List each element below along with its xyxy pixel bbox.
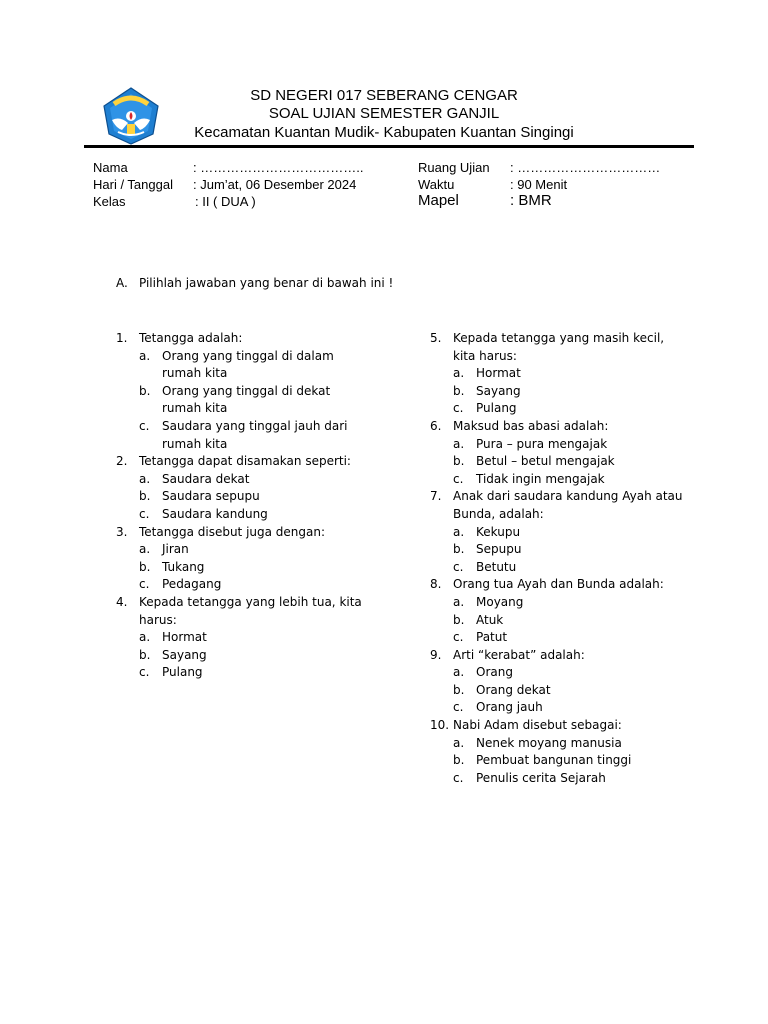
option-text: Tidak ingin mengajak xyxy=(476,471,605,486)
ruang-label: Ruang Ujian xyxy=(418,160,490,175)
option-text: Patut xyxy=(476,630,508,645)
mapel-label: Mapel xyxy=(418,192,459,209)
option-letter: c. xyxy=(139,506,150,521)
waktu-value: : 90 Menit xyxy=(510,177,568,192)
question-text: Kepada tetangga yang masih kecil, xyxy=(453,331,665,345)
answer-option-line xyxy=(430,524,690,542)
tanggal-value: : Jum’at, 06 Desember 2024 xyxy=(193,177,357,192)
question-number: 5. xyxy=(430,331,442,345)
answer-option-line xyxy=(116,471,376,489)
option-letter: c. xyxy=(453,559,464,574)
option-text: Moyang xyxy=(476,594,524,609)
question-number: 4. xyxy=(116,594,128,609)
option-text: Kekupu xyxy=(476,524,521,539)
option-text: Sayang xyxy=(476,383,521,398)
option-letter: c. xyxy=(139,665,150,680)
answer-option-line xyxy=(430,664,690,682)
option-text: Saudara kandung xyxy=(162,506,268,521)
waktu-label: Waktu xyxy=(418,177,455,192)
option-text: Pulang xyxy=(162,665,203,680)
answer-option-line xyxy=(116,488,376,506)
option-text: Nenek moyang manusia xyxy=(476,735,622,750)
answer-option-line xyxy=(430,436,690,454)
option-text: Orang xyxy=(476,665,513,680)
option-text: Pembuat bangunan tinggi xyxy=(476,753,632,768)
option-text: Saudara yang tinggal jauh dari xyxy=(162,418,348,433)
option-text: Sepupu xyxy=(476,542,522,557)
option-letter: b. xyxy=(453,542,465,557)
question-text: Nabi Adam disebut sebagai: xyxy=(453,718,622,733)
question-text-line xyxy=(430,488,690,506)
option-text: Betul – betul mengajak xyxy=(476,454,615,469)
option-text: Tukang xyxy=(162,559,205,574)
option-letter: c. xyxy=(453,630,464,645)
question-text-line xyxy=(116,612,376,630)
option-letter: a. xyxy=(453,524,465,539)
option-text: rumah kita xyxy=(162,401,228,416)
answer-option-line xyxy=(430,471,690,489)
option-letter: a. xyxy=(453,665,465,680)
question-text: Kepada tetangga yang lebih tua, kita xyxy=(139,594,362,609)
answer-option-line xyxy=(430,752,690,770)
question-text: Orang tua Ayah dan Bunda adalah: xyxy=(453,577,664,592)
question-text: Tetangga adalah: xyxy=(139,331,243,345)
section-instruction xyxy=(116,276,393,290)
header-divider xyxy=(84,145,694,148)
answer-option-line xyxy=(430,612,690,630)
option-text: Saudara dekat xyxy=(162,471,250,486)
option-text: Pura – pura mengajak xyxy=(476,436,608,451)
question-text-line xyxy=(430,647,690,665)
question-item xyxy=(116,330,376,453)
question-number: 9. xyxy=(430,647,442,662)
question-number: 8. xyxy=(430,577,442,592)
answer-option-line xyxy=(430,559,690,577)
question-number: 10. xyxy=(430,718,450,733)
question-item xyxy=(430,418,690,488)
instruction-text: Pilihlah jawaban yang benar di bawah ini ! xyxy=(139,276,394,290)
option-letter: b. xyxy=(453,612,465,627)
question-item xyxy=(430,330,690,418)
answer-option-line xyxy=(116,418,376,436)
question-text-line xyxy=(430,506,690,524)
option-text: Penulis cerita Sejarah xyxy=(476,770,606,785)
option-text: Jiran xyxy=(162,542,189,557)
option-text: Betutu xyxy=(476,559,517,574)
option-letter: c. xyxy=(139,418,150,433)
question-text: Tetangga disebut juga dengan: xyxy=(139,524,326,539)
option-letter: a. xyxy=(139,471,151,486)
answer-option-line xyxy=(430,699,690,717)
question-text: Arti “kerabat” adalah: xyxy=(453,647,585,662)
answer-option-line xyxy=(430,682,690,700)
answer-option-line xyxy=(116,436,376,454)
option-letter: c. xyxy=(453,700,464,715)
option-letter: b. xyxy=(139,383,151,398)
option-text: Pulang xyxy=(476,401,517,416)
question-text-line xyxy=(430,576,690,594)
school-name: SD NEGERI 017 SEBERANG CENGAR xyxy=(250,87,518,104)
tanggal-label: Hari / Tanggal xyxy=(93,177,173,192)
option-letter: a. xyxy=(453,366,465,381)
answer-option-line xyxy=(116,348,376,366)
option-letter: a. xyxy=(139,630,151,645)
answer-option-line xyxy=(116,629,376,647)
question-text-line xyxy=(116,594,376,612)
option-letter: a. xyxy=(139,348,151,363)
answer-option-line xyxy=(116,400,376,418)
option-text: rumah kita xyxy=(162,436,228,451)
answer-option-line xyxy=(430,365,690,383)
option-text: Orang dekat xyxy=(476,682,551,697)
answer-option-line xyxy=(116,541,376,559)
option-letter: b. xyxy=(139,647,151,662)
option-text: rumah kita xyxy=(162,366,228,381)
answer-option-line xyxy=(430,770,690,788)
option-text: Saudara sepupu xyxy=(162,489,260,504)
question-number: 6. xyxy=(430,418,442,433)
option-letter: a. xyxy=(453,735,465,750)
answer-option-line xyxy=(116,647,376,665)
answer-option-line xyxy=(430,629,690,647)
option-letter: b. xyxy=(453,454,465,469)
answer-option-line xyxy=(116,559,376,577)
answer-option-line xyxy=(116,506,376,524)
mapel-value: : BMR xyxy=(510,192,552,209)
section-letter: A. xyxy=(116,276,128,290)
answer-option-line xyxy=(116,365,376,383)
option-letter: a. xyxy=(453,594,465,609)
option-text: Orang yang tinggal di dekat xyxy=(162,383,331,398)
question-item xyxy=(116,453,376,523)
question-text: Tetangga dapat disamakan seperti: xyxy=(139,454,351,469)
question-item xyxy=(430,647,690,717)
kelas-label: Kelas xyxy=(93,194,126,209)
option-text: Orang jauh xyxy=(476,700,543,715)
question-text-line xyxy=(430,418,690,436)
question-text-line xyxy=(116,330,376,348)
answer-option-line xyxy=(116,576,376,594)
option-letter: c. xyxy=(453,770,464,785)
answer-option-line xyxy=(430,383,690,401)
question-number: 1. xyxy=(116,331,128,345)
option-text: Hormat xyxy=(476,366,521,381)
question-text-line xyxy=(116,524,376,542)
question-column-right xyxy=(430,330,690,787)
option-letter: c. xyxy=(453,471,464,486)
option-text: Orang yang tinggal di dalam xyxy=(162,348,334,363)
option-text: Hormat xyxy=(162,630,207,645)
question-column-left xyxy=(116,330,376,682)
option-text: Atuk xyxy=(476,612,504,627)
question-item xyxy=(430,717,690,787)
option-text: Sayang xyxy=(162,647,207,662)
question-text-line xyxy=(430,330,690,348)
option-letter: a. xyxy=(453,436,465,451)
answer-option-line xyxy=(430,735,690,753)
option-letter: b. xyxy=(453,383,465,398)
question-number: 7. xyxy=(430,489,442,504)
answer-option-line xyxy=(430,400,690,418)
nama-value: : ……………………………….. xyxy=(193,160,364,175)
option-letter: b. xyxy=(453,753,465,768)
question-item xyxy=(430,576,690,646)
exam-title: SOAL UJIAN SEMESTER GANJIL xyxy=(268,105,500,122)
question-number: 2. xyxy=(116,454,128,469)
question-text: Anak dari saudara kandung Ayah atau xyxy=(453,489,683,504)
option-letter: b. xyxy=(139,559,151,574)
ruang-value: : …………………………… xyxy=(510,160,661,175)
question-text-line xyxy=(430,348,690,366)
question-text: Maksud bas abasi adalah: xyxy=(453,418,609,433)
option-letter: a. xyxy=(139,542,151,557)
option-letter: b. xyxy=(139,489,151,504)
question-text: Bunda, adalah: xyxy=(453,506,544,521)
answer-option-line xyxy=(430,453,690,471)
kelas-value: : II ( DUA ) xyxy=(195,194,256,209)
answer-option-line xyxy=(430,541,690,559)
option-text: Pedagang xyxy=(162,577,222,592)
question-item xyxy=(116,594,376,682)
region-line: Kecamatan Kuantan Mudik- Kabupaten Kuantan Singingi xyxy=(194,124,574,141)
option-letter: c. xyxy=(139,577,150,592)
option-letter: c. xyxy=(453,401,464,416)
question-item xyxy=(430,488,690,576)
question-text: harus: xyxy=(139,612,177,627)
question-text: kita harus: xyxy=(453,348,517,363)
option-letter: b. xyxy=(453,682,465,697)
nama-label: Nama xyxy=(93,160,128,175)
answer-option-line xyxy=(116,664,376,682)
question-item xyxy=(116,524,376,594)
question-number: 3. xyxy=(116,524,128,539)
answer-option-line xyxy=(116,383,376,401)
answer-option-line xyxy=(430,594,690,612)
question-text-line xyxy=(116,453,376,471)
question-text-line xyxy=(430,717,690,735)
